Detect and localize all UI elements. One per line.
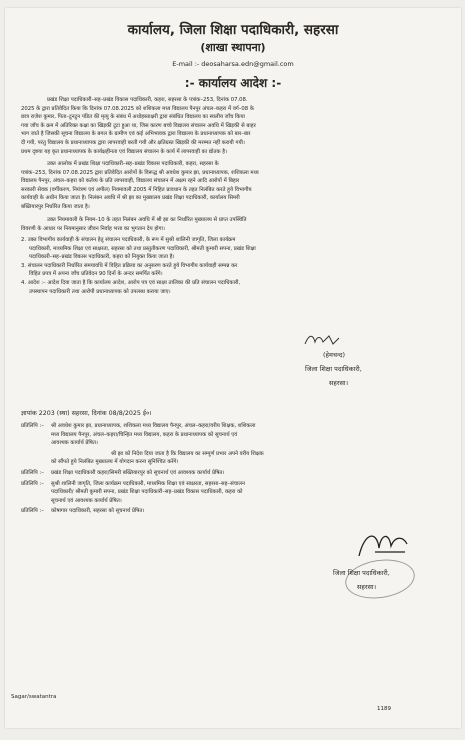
signatory2-designation: जिला शिक्षा पदाधिकारी,: [333, 569, 390, 577]
point-number: 3.: [21, 262, 28, 269]
copy-text: श्री अवधेश कुमार झा, प्रधानाध्यापक, शशिकला मध्य विद्यालय पैनपुर, अंचल–कहरा/वरीय शिक्षक, शशिकला: [51, 423, 256, 429]
copy-list: [21, 422, 451, 518]
footer-left: Sagar/swatantra: [11, 694, 57, 700]
point-line: विहित प्रपत्र में अपना जाँच प्रतिवेदन 90 दिनों के अन्दर समर्पित करेंगे।: [29, 271, 163, 278]
copy-line: [21, 450, 451, 459]
text-line: प्रथम दृष्टया यह कृत प्रधानाध्यापक के कार्यक्षहीनता एवं विद्यालय संचालन के कार्य में लापरवाही का द्योतक है।: [21, 148, 228, 155]
point-number: 2.: [21, 237, 28, 243]
copy-line: [21, 422, 451, 431]
branch-heading: (शाखा स्थापना): [200, 41, 266, 54]
signatory2-place: सहरसा।: [357, 583, 377, 591]
footer-right: 1189: [377, 706, 391, 712]
text-line: उक्त आलोक में प्रखंड शिक्षा पदाधिकारी–सह–प्रखंड विकास पदाधिकारी, कहरा, सहरसा के: [47, 161, 219, 167]
text-line: पत्रांक–253, दिनांक 07.08.2025 द्वारा प्रतिवेदित आरोपों के विरूद्ध श्री अवधेश कुमार झा, प्रधानाध्यापक, शशिकला मध्य: [21, 169, 259, 176]
copy-line: [21, 439, 451, 448]
signatory-place: सहरसा।: [329, 379, 349, 387]
signatory-name: (हेमचन्द): [323, 351, 345, 359]
copy-line: [21, 497, 451, 506]
copy-line: [21, 488, 451, 497]
copy-text: कोषागार पदाधिकारी, सहरसा को सूचनार्थ प्रेषित।: [51, 508, 145, 515]
copy-text: आवश्यक कार्यार्थ प्रेषित।: [51, 440, 98, 447]
copy-line: [21, 469, 451, 478]
text-line: सरकारी सेवक (वर्गीकरण, नियंत्रण एवं अपील) नियमावली 2005 में निहित प्रावधान के तहत निलंबित करते हुये विभागीय: [21, 186, 252, 193]
office-heading: कार्यालय, जिला शिक्षा पदाधिकारी, सहरसा: [127, 22, 339, 38]
text-line: छात्र राजेश कुमार, पिता–टुनटुन पंडित की मृत्यु के संबंध में अधोहस्ताक्षरी द्वारा संबंधित विद्यालय का स्थलीय जाँच किया: [21, 114, 245, 121]
copy-line: [21, 458, 451, 467]
text-line: 2025 के द्वारा प्रतिवेदित किया कि दिनांक 07.08.2025 को शशिकला मध्य विद्यालय पैनपुर अंचल–कहरा में वर्ग–08 के: [21, 105, 254, 112]
text-line: प्रखंड शिक्षा पदाधिकारी–सह–प्रखंड विकास पदाधिकारी, कहरा, सहरसा के पत्रांक–253, दिनांक 07.08.: [47, 97, 248, 103]
copy-text: सुश्री शालिनी जागृति, जिला कार्यक्रम पदाधिकारी, माध्यमिक शिक्षा एवं साक्षरता, सहरसा–सह–संचालन: [51, 480, 245, 487]
text-line: उक्त नियमावली के नियम–10 के तहत निलंबन अवधि में श्री झा का निर्धारित मुख्यालय से प्राप्त उपस्थिति: [47, 217, 247, 223]
copy-label: प्रतिलिपि :–: [21, 423, 44, 429]
text-line: कार्यवाही के अधीन किया जाता है। निलंबन अवधि में श्री झा का मुख्यालय प्रखंड शिक्षा पदाधिकारी, कार्यालय सिमरी: [21, 195, 240, 202]
text-line: गया जाँच के क्रम में अतिरिक्त कक्षा का खिड़की टूटा हुआ था, जिस कारण बच्चे विद्यालय संचालन अवधि में खिड़की से बाहर: [21, 122, 256, 129]
copy-gap: [21, 516, 451, 518]
copy-text: श्री झा को निदेश दिया जाता है कि विद्यालय का सम्पूर्ण प्रभार अपने वरीय शिक्षक: [111, 450, 264, 457]
copy-line: [21, 431, 451, 440]
point-line: उपस्थापन पदाधिकारी तथा आरोपी प्रधानाध्यापक को उपलब्ध कराया जाए।: [29, 288, 171, 295]
text-line: विद्यालय पैनपुर, अंचल–कहरा को कर्तव्य के प्रति लापरवाही, विद्यालय संचालन में अक्षम रहने आदि आरोपों में बिहार: [21, 178, 240, 185]
document-page: [5, 8, 461, 728]
copy-line: [21, 507, 451, 516]
initials-signature: [303, 332, 343, 348]
paragraph-3: [21, 216, 447, 233]
point-line: पदाधिकारी–सह–प्रखंड विकास पदाधिकारी, कहरा को नियुक्त किया जाता है।: [29, 254, 175, 261]
text-line: दी गयी, परंतु विद्यालय के प्रधानाध्यापक द्वारा लापरवाही बरती गयी और क्षतिग्रस्त खिड़की की मरम्मत नहीं करायी गयी।: [21, 139, 245, 146]
copy-label: प्रतिलिपि :–: [21, 480, 44, 487]
copy-text: को सौंपते हुये निलंबित मुख्यालय में योगदान करना सुनिश्चित करेंगे।: [51, 459, 179, 466]
text-line: विवरणी के आधार पर नियमानुसार जीवन निर्वाह भत्ता का भुगतान देय होगा।: [21, 225, 165, 232]
copy-text: प्रखंड शिक्षा पदाधिकारी कहरा/सिमरी बख्तियारपुर को सूचनार्थ एवं आवश्यक कार्यार्थ प्रेषित।: [51, 469, 225, 476]
copy-text: मध्य विद्यालय पैनपुर, अंचल–कहरा/चिन्हित मध्य विद्यालय, कहरा के प्रधानाध्यापक को सूचनार्थ एवं: [51, 431, 238, 438]
point-line: 3. संचालन पदाधिकारी निर्धारित समयावधि में विहित प्रक्रिया का अनुसरण करते हुये विभागीय कार्यवाही सम्पन्न कर: [21, 262, 238, 269]
text-line: बख्तियारपुर निर्धारित किया जाता है।: [21, 203, 90, 210]
point-line: पदाधिकारी, माध्यमिक शिक्षा एवं साक्षरता, सहरसा को तथा प्रस्तुतीकरण पदाधिकारी, श्रीमती कुमारी सपना, प्रखंड शिक्षा: [29, 245, 256, 252]
email-line: E-mail :- deosaharsa.edn@gmail.com: [172, 60, 294, 68]
point-line: 2. उक्त विभागीय कार्यवाही के संचालन हेतु संचालन पदाधिकारी, के रूप में सुश्री शालिनी जागृति, जिला कार्यक्रम: [21, 237, 236, 243]
numbered-points: [21, 236, 447, 296]
order-title: :- कार्यालय आदेश :-: [184, 76, 282, 90]
point-line: 4. आदेश :– आदेश दिया जाता है कि कार्यालय आदेश, आरोप पत्र एवं साक्ष्य तालिका की प्रति संचालन पदाधिकारी,: [21, 279, 241, 286]
memo-number: ज्ञापांक 2203 (स्था) सहरसा, दिनांक 08/8/2025 ई०।: [21, 410, 152, 417]
paragraph-1: [21, 96, 447, 156]
text-line: भाग जाते है जिसकी सूचना विद्यालय के बगल के ग्रामीण एवं कई अभिभावक द्वारा विद्यालय के प्रधानाध्यापक को बार–बार: [21, 131, 251, 138]
copy-label: प्रतिलिपि :–: [21, 469, 44, 476]
paragraph-2: [21, 160, 447, 212]
copy-text: सूचनार्थ एवं आवश्यक कार्यार्थ प्रेषित।: [51, 497, 122, 504]
signatory-designation: जिला शिक्षा पदाधिकारी,: [305, 365, 362, 373]
copy-line: [21, 480, 451, 489]
point-number: 4.: [21, 279, 28, 286]
copy-text: पदाधिकारी/ श्रीमती कुमारी सपना, प्रखंड शिक्षा पदाधिकारी–सह–प्रखंड विकास पदाधिकारी, कहरा को: [51, 489, 243, 496]
copy-label: प्रतिलिपि :–: [21, 508, 44, 515]
